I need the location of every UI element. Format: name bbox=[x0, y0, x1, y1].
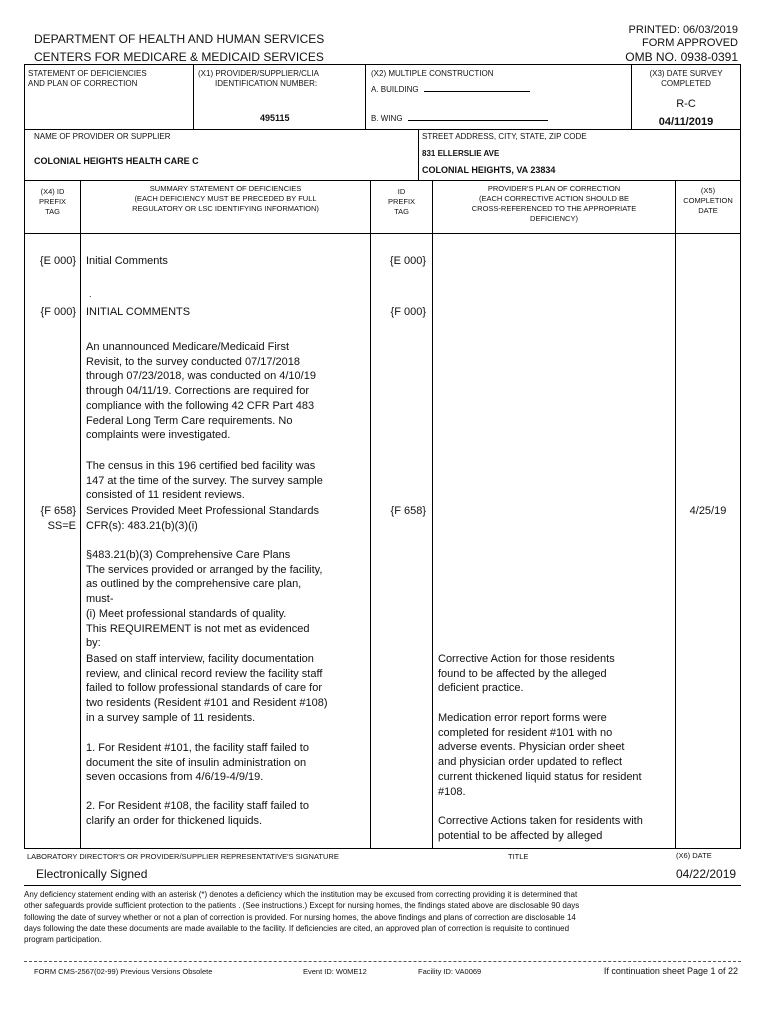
divider bbox=[365, 64, 366, 129]
x3-label: (X3) DATE SURVEY COMPLETED bbox=[649, 69, 723, 88]
divider bbox=[24, 233, 741, 234]
divider bbox=[24, 961, 741, 962]
printed-date: PRINTED: 06/03/2019 bbox=[628, 24, 738, 36]
form-id: FORM CMS-2567(02-99) Previous Versions Obsolete bbox=[34, 967, 213, 976]
survey-date: 04/11/2019 bbox=[658, 116, 714, 128]
divider bbox=[432, 180, 433, 848]
survey-paragraph: An unannounced Medicare/Medicaid First Revisit, to the survey conducted 07/17/2018 through 07/23/2018, was conducted on 4/10/19 through 04/11/19. Corrections are required for compliance with the following 42 CFR Part 483 Federal Long Term Care requirements. No complaints were investigated. bbox=[86, 341, 316, 442]
scope-severity: SS=E bbox=[47, 520, 76, 532]
address-label: STREET ADDRESS, CITY, STATE, ZIP CODE bbox=[422, 132, 587, 141]
summary-header: SUMMARY STATEMENT OF DEFICIENCIES (EACH DEFICIENCY MUST BE PRECEDED BY FULL REGULATORY OR LSC IDENTIFYING INFORMATION) bbox=[132, 184, 319, 213]
address-line1: 831 ELLERSLIE AVE bbox=[422, 149, 500, 158]
event-id: Event ID: W0ME12 bbox=[303, 967, 367, 976]
form-approved: FORM APPROVED bbox=[642, 37, 738, 49]
x1-label: (X1) PROVIDER/SUPPLIER/CLIA IDENTIFICATION NUMBER: bbox=[198, 69, 319, 88]
disclaimer: Any deficiency statement ending with an asterisk (*) denotes a deficiency which the institution may be excused from correcting providing it is determined that other safeguards provide sufficient protection to the patients . (See instructions.) Except for nursing homes, the findings stated above are disclosable 90 days following the date of survey whether or not a plan of correction is provided. For nursing homes, the above findings and plans of correction are disclosable 14 days following the date these documents are made available to the facility. If deficiencies are cited, an approved plan of correction is requisite to continued program participation. bbox=[24, 890, 580, 945]
id-prefix: {F 000} bbox=[390, 306, 426, 318]
wing-field: B. WING bbox=[371, 114, 548, 124]
tag-prefix: {F 000} bbox=[40, 306, 76, 318]
id-prefix: {E 000} bbox=[389, 255, 426, 267]
tag-prefix: {E 000} bbox=[39, 255, 76, 267]
provider-id: 495115 bbox=[260, 113, 290, 123]
divider bbox=[80, 180, 81, 848]
findings-paragraph: Based on staff interview, facility documentation review, and clinical record review the facility staff failed to follow professional standards of care for two residents (Resident #101 and Resident #108) in a survey sample of 11 residents. bbox=[86, 653, 328, 724]
omb-number: OMB NO. 0938-0391 bbox=[625, 50, 738, 64]
date-label: (X6) DATE bbox=[676, 851, 712, 860]
divider bbox=[740, 64, 741, 848]
divider bbox=[418, 129, 419, 180]
divider bbox=[24, 180, 741, 181]
plan-paragraph: Corrective Action for those residents found to be affected by the alleged deficient practice. bbox=[438, 653, 615, 695]
id-header: ID PREFIX TAG bbox=[387, 187, 416, 216]
dot-mark: . bbox=[89, 289, 92, 299]
signature-value: Electronically Signed bbox=[36, 867, 148, 881]
census-paragraph: The census in this 196 certified bed facility was 147 at the time of the survey. The survey sample consisted of 11 resident reviews. bbox=[86, 460, 323, 502]
divider bbox=[24, 885, 741, 886]
agency-title: CENTERS FOR MEDICARE & MEDICAID SERVICES bbox=[34, 50, 324, 64]
section-heading: INITIAL COMMENTS bbox=[86, 306, 191, 318]
x2-label: (X2) MULTIPLE CONSTRUCTION bbox=[371, 69, 494, 78]
title-label: TITLE bbox=[508, 852, 529, 861]
x5-header: (X5) COMPLETION DATE bbox=[683, 186, 733, 215]
survey-code: R-C bbox=[676, 98, 696, 110]
id-prefix: {F 658} bbox=[390, 505, 426, 517]
page-indicator: If continuation sheet Page 1 of 22 bbox=[603, 966, 738, 976]
divider bbox=[193, 64, 194, 129]
plan-header: PROVIDER'S PLAN OF CORRECTION (EACH CORRECTIVE ACTION SHOULD BE CROSS-REFERENCED TO THE APPROPRIATE DEFICIENCY) bbox=[471, 184, 637, 223]
divider bbox=[24, 64, 741, 65]
signature-date: 04/22/2019 bbox=[676, 867, 737, 881]
building-field: A. BUILDING bbox=[371, 85, 530, 95]
plan-paragraph: Corrective Actions taken for residents with potential to be affected by alleged bbox=[438, 815, 643, 842]
facility-id: Facility ID: VA0069 bbox=[418, 967, 482, 976]
statement-label: STATEMENT OF DEFICIENCIES AND PLAN OF CORRECTION bbox=[28, 69, 147, 88]
deficiency-title: Services Provided Meet Professional Standards CFR(s): 483.21(b)(3)(i) bbox=[86, 505, 319, 532]
provider-name: COLONIAL HEIGHTS HEALTH CARE C bbox=[34, 156, 199, 166]
regulation-paragraph: §483.21(b)(3) Comprehensive Care Plans The services provided or arranged by the facility, as outlined by the comprehensive care plan, must- (i) Meet professional standards of quality. This REQUIREMENT is not met as evidenced by: bbox=[86, 549, 323, 650]
department-title: DEPARTMENT OF HEALTH AND HUMAN SERVICES bbox=[34, 32, 325, 46]
signature-label: LABORATORY DIRECTOR'S OR PROVIDER/SUPPLIER REPRESENTATIVE'S SIGNATURE bbox=[27, 852, 339, 861]
finding-resident-108: 2. For Resident #108, the facility staff failed to clarify an order for thickened liquids. bbox=[86, 800, 309, 827]
tag-prefix: {F 658} bbox=[40, 505, 76, 517]
finding-resident-101: 1. For Resident #101, the facility staff failed to document the site of insulin administration on seven occasions from 4/6/19-4/9/19. bbox=[86, 742, 309, 784]
divider bbox=[24, 64, 25, 848]
section-heading: Initial Comments bbox=[86, 255, 168, 267]
x4-header: (X4) ID PREFIX TAG bbox=[38, 187, 67, 216]
provider-label: NAME OF PROVIDER OR SUPPLIER bbox=[34, 132, 171, 141]
plan-paragraph: Medication error report forms were completed for resident #101 with no adverse events. Physician order sheet and physician order updated to reflect current thickened liquid status for resident #108. bbox=[438, 712, 642, 798]
address-line2: COLONIAL HEIGHTS, VA 23834 bbox=[422, 165, 556, 175]
divider bbox=[24, 129, 741, 130]
divider bbox=[24, 848, 741, 849]
completion-date: 4/25/19 bbox=[689, 505, 727, 517]
